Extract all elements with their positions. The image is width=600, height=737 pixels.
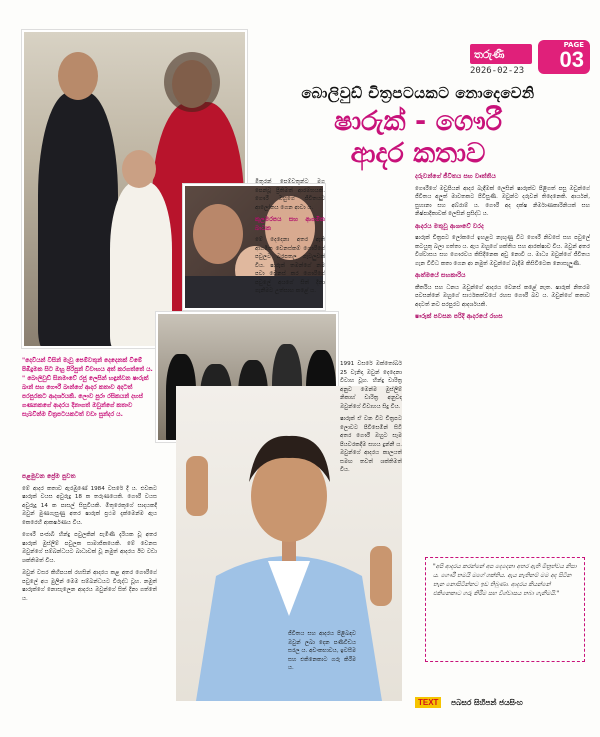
man-face [193,204,243,264]
paragraph: ෂාරුක් ඒ වන විට චිත්‍රපට ලොවට පිවිසෙමින් සිටි අතර ගෞරී ඔහුට සෑම පියවරකදීම සහය දුන්නී ය. ඔවුන්ගේ ආදරය කාලයත් සමඟ තවත් ශක්තිමත් විය. [340,416,402,473]
headline-line-2: ෂාරුක් - ගෞරී [333,106,503,137]
byline [415,696,590,710]
paragraph: ගෞරී පංජාබි හින්දු පවුලකින් පැමිණි දැරියක වූ අතර ෂාරුක් මුස්ලිම් පවුලක සාමාජිකයෙකි. මේ වෙනස ඔවුන්ගේ සම්බන්ධයට බාධාවක් වූ නමුත් ආදරය ඊට වඩා ශක්තිමත් විය. [22,532,157,564]
left-hand [186,456,208,516]
section-subheading: ෂාරුක් පවසන පරිදි ආදරයේ රහස [415,313,503,320]
column-b [255,178,325,338]
woman-hair [164,52,220,112]
paragraph: මිතුරන් පෙම්වතුන්ට මග පෙන්වූ ප්‍රීතිමත් ආරම්භයකි. ගෞරී ඔහුගේ ජීවිතයට ආලෝකය ගෙන ආවා ය. [255,179,325,211]
paragraph: ඔවුන් වසර කිහිපයක් රහසින් ආදරය කළ අතර ගෞරීගේ පවුලේ අය මුලින් මෙම සම්බන්ධයට විරුද්ධ වූහ. නමුත් ෂාරුක්ගේ නොසැලෙන ආදරය ඔවුන්ගේ සිත් දිනා ගත්තේ ය. [22,570,157,602]
right-hand [370,546,392,606]
paragraph: ජීවිතය සහ ආදරය පිළිබඳව ඔවුන් ලබා දෙන පණිවිඩය සරල ය. අවංකභාවය, ඉවසීම සහ එකිනෙකාට ගරු කිරීම ය. [288,631,356,671]
section-subheading: දරුවන්ගේ ජීවිතය සහ වෘත්තිය [415,173,496,180]
column-a [22,470,157,705]
page-word: PAGE [563,41,584,49]
column-d [415,170,590,550]
man-head [58,52,98,100]
headline-line-1: බොලිවුඩ් චිත්‍රපටයකට නොදෙවෙනි [301,84,535,102]
page-badge [538,40,590,74]
column-bottom [288,630,356,700]
page-number: 03 [559,47,584,72]
paragraph: 1991 වසරේ ඔක්තෝබර් 25 වැනිදා ඔවුන් දෙදෙනා විවාහ වූහ. හින්දු චාරිත්‍ර අනුව මෙන්ම මුස්ලිම් නිකාහ් චාරිත්‍ර අනුවද ඔවුන්ගේ විවාහය සිදු විය. [340,361,402,410]
paragraph: මේ ආදර කතාව ඇරඹුණේ 1984 වසරේ දී ය. එවකට ෂාරුක් වයස අවුරුදු 18 ක තරුණයෙකි. ගෞරී වයස අවුරුදු 14 ක පාසල් සිසුවියකි. මිතුරෙකුගේ සාදයකදී ඔවුන් මුණගැසුණු අතර ෂාරුක් ප්‍රථම දැක්මෙන්ම ඇය කෙරෙහි ආකර්ෂණය විය. [22,485,157,526]
headline [248,84,588,170]
child-head [122,150,156,188]
paragraph: ගෞරීගේ මවුපියන් ආදර බැඳීමක් ලෙසින් ෂාරුක්ව පිළිගත් පසු ඔවුන්ගේ ජීවිතය අලුත් මාවතකට පිවිසුණි. ඔවුන්ට දරුවන් තිදෙනෙකි. ආර්යන්, සුහානා සහ අබ්රාම් ය. ගෞරී අද දක්ෂ නිර්මාණකාරිනියක් සහ නිෂ්පාදිකාවක් ලෙසින් ප්‍රසිද්ධ ය. [415,185,590,217]
man-figure [38,92,118,348]
byline-name: පබසර සිහිපන් ජයසිංහ [451,698,523,707]
section-subheading: පළමුවන ප්‍රේම පුවත [22,473,76,480]
brand-box [470,44,532,64]
section-subheading: කුලමරපය සහ ආගමික බාධක [255,216,325,232]
headline-line-3: ආදර කතාව [350,138,486,169]
paragraph: ෂාරුක් චිත්‍රපට ලෝකයේ ඉහළට නැඟුණු විට ගෞරී නිවසේ සහ පවුලේ කටයුතු බලා ගත්තා ය. ඇය ඔහුගේ ශක්තිය සහ ආරක්ෂාව විය. ඔවුන් අතර විශ්වාසය සහ ගෞරවය කිසිදිනෙක අඩු නොවී ය. මාධ්‍ය ඔවුන්ගේ ජීවිතය ගැන විවිධ කතා ගෙන ආ නමුත් ඔවුන්ගේ බැඳීම කිසිවිටෙක නොසැලුණි. [415,235,590,267]
brand-name: තරුණී [474,48,505,61]
pull-quote: "දෙවියන් විසින් මැවූ පෙම්වතුන් දෙදෙනක් වීමේ පිඹිදුමක සිට ඔහු පිරිපුන් විවාහය අත් කරගත්තේ ය. " බොලිවුඩ් සිනමාවේ රජු ලෙසින් හඳුන්වන ෂාරුක් ඛාන් සහ ගෞරී ඛාන්ගේ ආදර කතාව අදටත් පරපුරකට ආදර්ශයකි. ලොව පුරා රසිකයන් දහස් ගණනකගේ ආදරය දිනාගත් ඔවුන්ගේ කතාව සැබවින්ම චිත්‍රපටයකටත් වඩා සුන්දර ය. [22,357,153,418]
paragraph: මේ දෙදෙනා අතර ඇති ආගමික වෙනස්කම් ගෞරීගේ පවුලට බරපතල ගැටලුවක් විය. ෂාරුක් තමන්ගේ නම පවා වෙනස් කර ගෞරීගේ පවුලේ අයගේ සිත් දිනා ගැනීමට උත්සාහ කළේ ය. [255,237,325,294]
section-subheading: ආදරය මතුවූ ආශාවේ වරද [415,222,484,230]
section-subheading: ආත්මයේ සහකාරිය [415,272,466,279]
issue-date: 2026-02-23 [470,66,525,76]
column-c [340,360,402,480]
byline-tag: TEXT [415,697,441,708]
paragraph: කීර්තිය සහ ධනය ඔවුන්ගේ ආදරය වෙනස් කළේ නැත. ෂාරුක් නිතරම පවසන්නේ ඔහුගේ සාර්ථකත්වයේ රහස ගෞරී බව ය. ඔවුන්ගේ කතාව අදටත් නව පරපුරට ආදර්ශයකි. [415,284,590,308]
masthead [470,40,590,76]
quote-box: "අපි ආදරය කරන්නේ අප දෙදෙනා අතර ඇති මිත්‍රත්වය නිසා ය. ගෞරී තමයි මගේ ශක්තිය. ඇය නැතිනම් මම අද සිටින තැන නොසිටින්නට ඉඩ තිබුණා. ආදරය කියන්නේ එකිනෙකාට ගරු කිරීම සහ විශ්වාසය තබා ගැනීමයි." [425,557,585,662]
